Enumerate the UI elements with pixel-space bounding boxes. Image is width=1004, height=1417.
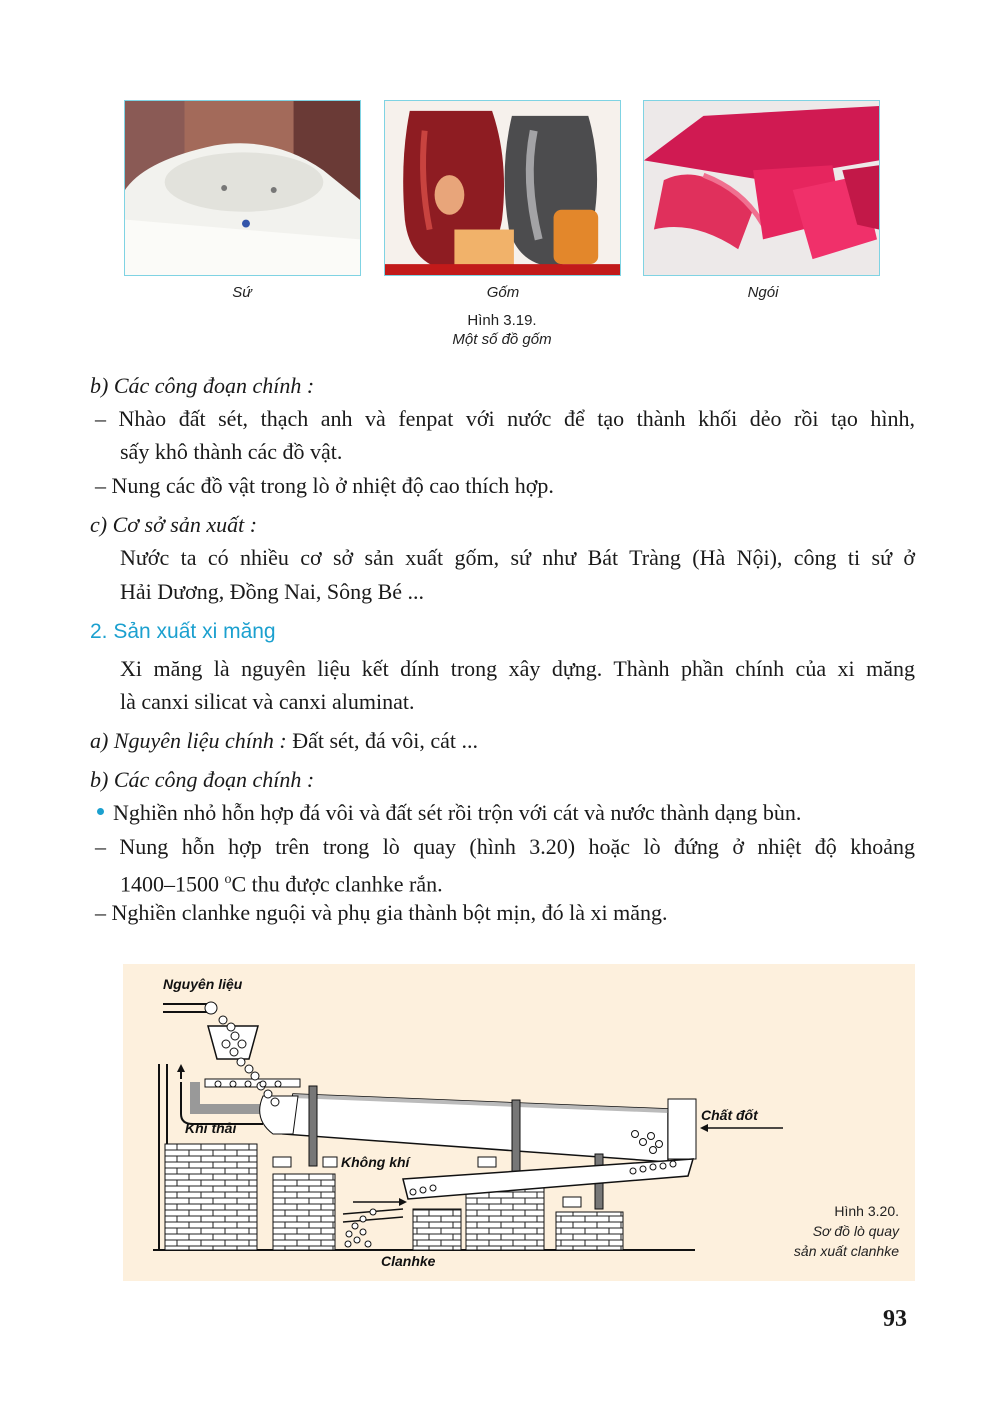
bullet-dot (97, 808, 104, 815)
photo-caption-gom: Gốm (486, 284, 520, 301)
section-c-line2: Hải Dương, Đồng Nai, Sông Bé ... (120, 579, 425, 604)
section-b2-item1 (97, 799, 801, 827)
label-raw-material: Nguyên liệu (163, 976, 243, 992)
figure-320-title-line2: sản xuất clanhke (793, 1243, 899, 1259)
label-clinker: Clanhke (381, 1253, 436, 1269)
figure-319-title: Một số đồ gốm (452, 331, 552, 348)
section-a-heading: a) Nguyên liệu chính : (90, 728, 287, 753)
section-b2-item2-line2 (120, 866, 443, 898)
photo-caption-su: Sứ (232, 284, 252, 301)
label-exhaust: Khí thải (185, 1120, 237, 1136)
figure-320-caption (794, 1201, 899, 1261)
section-b2-item2-line1: – Nung hỗn hợp trên trong lò quay (hình 3.20) hoặc lò đứng ở nhiệt độ khoảng (95, 834, 915, 859)
label-fuel: Chất đốt (701, 1107, 758, 1123)
section-b1-heading: b) Các công đoạn chính : (90, 373, 315, 398)
rotary-kiln-diagram (123, 964, 915, 1281)
section-c-line1: Nước ta có nhiều cơ sở sản xuất gốm, sứ như Bát Tràng (Hà Nội), công ti sứ ở (120, 545, 915, 570)
pottery-photo (384, 100, 621, 276)
roof-tile-photo (643, 100, 880, 276)
temperature-unit-text: C thu được clanhke rắn. (231, 871, 443, 897)
section-a-text: Đất sét, đá vôi, cát ... (286, 728, 478, 753)
figure-320-title-line1: Sơ đồ lò quay (812, 1223, 899, 1239)
figure-320-number: Hình 3.20. (834, 1203, 899, 1219)
temperature-range: 1400–1500 (120, 871, 225, 897)
section-b1-item2: – Nung các đồ vật trong lò ở nhiệt độ cao thích hợp. (95, 473, 554, 498)
figure-319-number: Hình 3.19. (467, 312, 537, 329)
section-b2-item3: – Nghiền clanhke nguội và phụ gia thành bột mịn, đó là xi măng. (95, 900, 668, 925)
section-b2-heading: b) Các công đoạn chính : (90, 767, 315, 792)
section-b2-item1-text: Nghiền nhỏ hỗn hợp đá vôi và đất sét rồi trộn với cát và nước thành dạng bùn. (113, 800, 802, 825)
degree-superscript: o (224, 872, 232, 887)
label-air: Không khí (341, 1154, 410, 1170)
section-b1-item1-line2: sấy khô thành các đồ vật. (120, 439, 343, 464)
section-2-heading: 2. Sản xuất xi măng (90, 620, 276, 643)
section-c-heading: c) Cơ sở sản xuất : (90, 512, 258, 537)
section-2-line2: là canxi silicat và canxi aluminat. (120, 689, 415, 714)
bathtub-photo (124, 100, 361, 276)
photo-caption-ngoi: Ngói (747, 284, 779, 301)
page-number: 93 (883, 1306, 907, 1332)
section-a (90, 727, 478, 755)
section-b1-item1-line1: – Nhào đất sét, thạch anh và fenpat với nước để tạo thành khối dẻo rồi tạo hình, (95, 406, 915, 431)
section-2-line1: Xi măng là nguyên liệu kết dính trong xây dựng. Thành phần chính của xi măng (120, 656, 915, 681)
